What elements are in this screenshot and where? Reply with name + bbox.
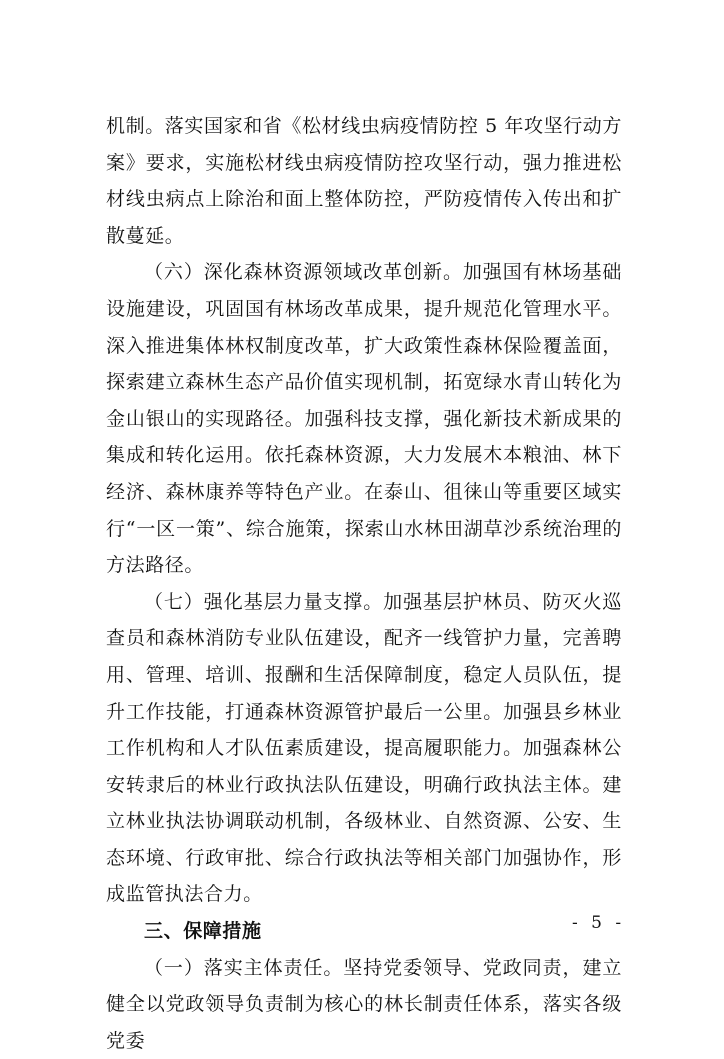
paragraph-3-lead: （七）强化基层力量支撑。: [144, 590, 384, 613]
paragraph-4-text: 坚持党委领导、党政同责，建立健全以党政领导负责制为核心的林长制责任体系，落实各级党委: [106, 956, 622, 1052]
document-body: [106, 108, 622, 1059]
paragraph-4-lead: （一）落实主体责任。: [144, 956, 344, 979]
paragraph-1-text: 机制。落实国家和省《松材线虫病疫情防控 5 年攻坚行动方案》要求，实施松材线虫病疫情防控攻坚行动，强力推进松材线虫病点上除治和面上整体防控，严防疫情传入传出和扩散蔓延。: [106, 115, 622, 247]
section-heading: 三、保障措施: [144, 920, 262, 943]
paragraph-4: [106, 950, 622, 1059]
page-number: - 5 -: [572, 913, 626, 933]
paragraph-3: [106, 584, 622, 913]
paragraph-2-text: 加强国有林场基础设施建设，巩固国有林场改革成果，提升规范化管理水平。深入推进集体林权制度改革，扩大政策性森林保险覆盖面，探索建立森林生态产品价值实现机制，拓宽绿水青山转化为金山银山的实现路径。加强科技支撑，强化新技术新成果的集成和转化运用。依托森林资源，大力发展木本粮油、林下经济、森林康养等特色产业。在泰山、徂徕山等重要区域实行“一区一策”、综合施策，探索山水林田湖草沙系统治理的方法路径。: [106, 261, 622, 577]
paragraph-2: [106, 254, 622, 583]
paragraph-2-lead: （六）深化森林资源领域改革创新。: [144, 261, 463, 284]
paragraph-1: [106, 108, 622, 254]
paragraph-3-text: 加强基层护林员、防灭火巡查员和森林消防专业队伍建设，配齐一线管护力量，完善聘用、管理、培训、报酬和生活保障制度，稳定人员队伍，提升工作技能，打通森林资源管护最后一公里。加强县乡林业工作机构和人才队伍素质建设，提高履职能力。加强森林公安转隶后的林业行政执法队伍建设，明确行政执法主体。建立林业执法协调联动机制，各级林业、自然资源、公安、生态环境、行政审批、综合行政执法等相关部门加强协作，形成监管执法合力。: [106, 590, 623, 906]
